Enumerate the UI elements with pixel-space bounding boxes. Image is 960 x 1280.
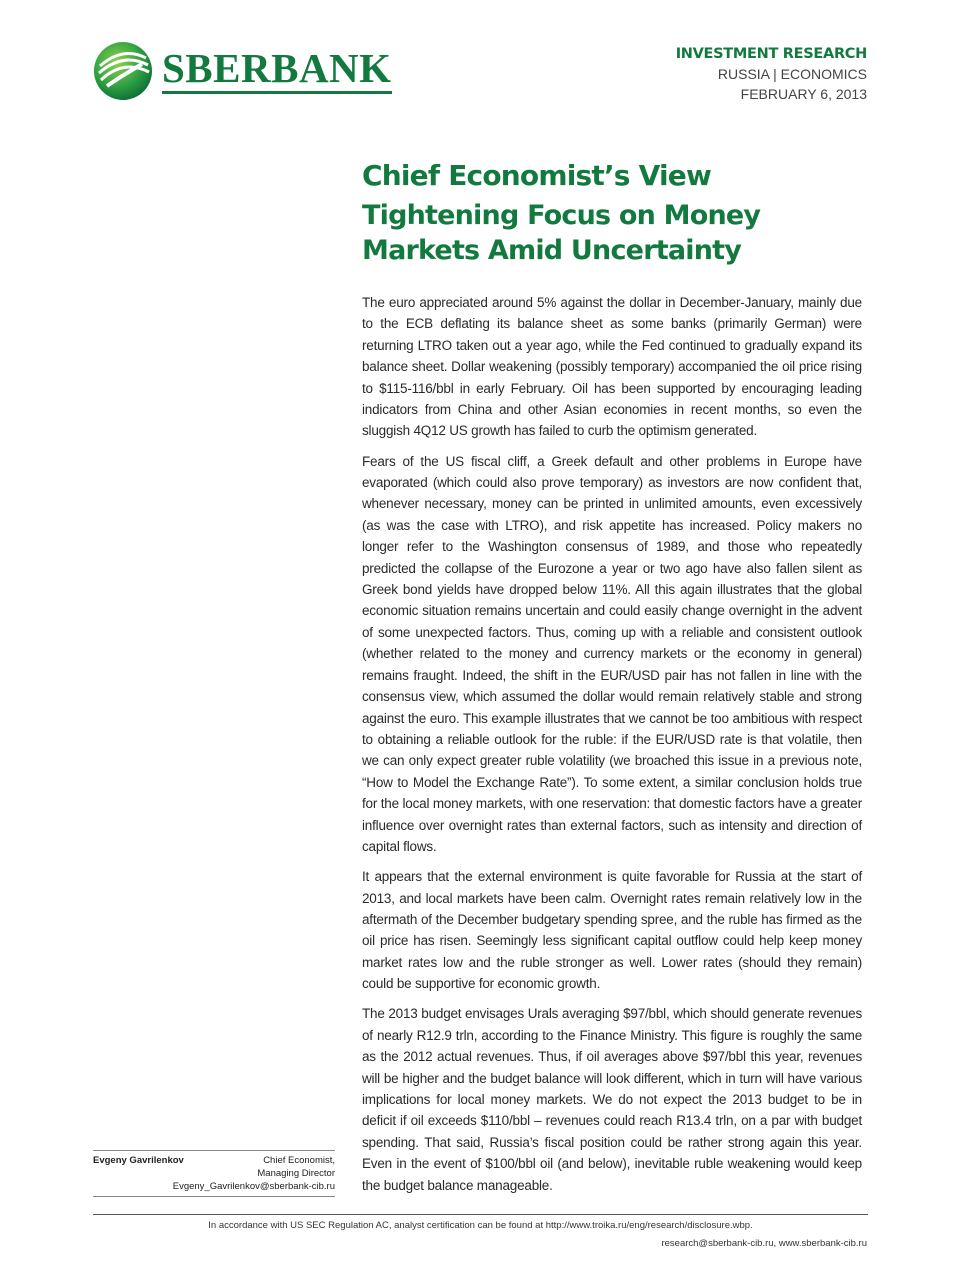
paragraph: The 2013 budget envisages Urals averaging $97/bbl, which should generate revenues of nearly R12.9 trln, according to the Finance Ministry. This figure is roughly the same as the 2012 actual revenues. Thus, if oil averages above $97/bbl this year, revenues will be higher and the budget balance will look different, which in turn will have various implications for local money markets. We do not expect the 2013 budget to be in deficit if oil exceeds $110/bbl – revenues could reach R13.4 trln, on a par with budget spending. That said, Russia’s fiscal position could be rather strong again this year. Even in the event of $100/bbl oil (and below), inevitable ruble weakening would keep the budget balance manageable. (362, 1006, 862, 1193)
brand-logo (92, 40, 392, 102)
footer-divider (93, 1214, 868, 1215)
footer-contact[interactable]: research@sberbank-cib.ru, www.sberbank-cib.ru (661, 1238, 867, 1249)
sberbank-logo-icon (92, 40, 154, 102)
page-title: Chief Economist’s View (362, 159, 712, 192)
paragraph: Fears of the US fiscal cliff, a Greek default and other problems in Europe have evaporated (which could also prove temporary) as investors are now confident that, whenever necessary, money can be printed in unlimited amounts, even excessively (as was the case with LTRO), and risk appetite has increased. Policy makers no longer refer to the Washington consensus of 1989, and those who repeatedly predicted the collapse of the Eurozone a year or two ago have also fallen silent as Greek bond yields have dropped below 11%. All this again illustrates that the global economic situation remains uncertain and could easily change overnight in the advent of some unexpected factors. Thus, coming up with a reliable and consistent outlook (whether related to the money and currency markets or the economy in general) remains fraught. Indeed, the shift in the EUR/USD pair has not fallen in line with the consensus view, which assumed the dollar would remain relatively stable and strong against the euro. This example illustrates that we cannot be too ambitious with respect to obtaining a reliable outlook for the ruble: if the EUR/USD rate is that volatile, then we can only expect greater ruble volatility (we broached this issue in a previous note, “How to Model the Exchange Rate”). To some extent, a similar conclusion holds true for the local money markets, with one reservation: that domestic factors have a greater influence over overnight rates than external factors, such as intensity and direction of capital flows. (362, 453, 862, 854)
report-date: FEBRUARY 6, 2013 (740, 86, 867, 102)
paragraph: It appears that the external environment is quite favorable for Russia at the start of 2013, and local markets have been calm. Overnight rates remain relatively low in the aftermath of the December budgetary spending spree, and the ruble has firmed as the oil price has risen. Seemingly less significant capital outflow could help keep money market rates low and the ruble stronger as well. Lower rates (should they remain) could be supportive for economic growth. (362, 869, 862, 992)
author-box (93, 1150, 335, 1197)
author-role: Chief Economist, (263, 1155, 335, 1166)
title-block (362, 158, 872, 268)
footer-disclaimer: In accordance with US SEC Regulation AC, analyst certification can be found at http://www.troika.ru/eng/research/disclosure.wbp. (208, 1220, 753, 1231)
author-name: Evgeny Gavrilenkov (93, 1155, 184, 1166)
report-header (676, 44, 867, 104)
paragraph: The euro appreciated around 5% against the dollar in December-January, mainly due to the ECB deflating its balance sheet as some banks (primarily German) were returning LTRO taken out a year ago, while the Fed continued to gradually expand its balance sheet. Dollar weakening (possibly temporary) accompanied the oil price rising to $115-116/bbl in early February. Oil has been supported by encouraging leading indicators from China and other Asian economies in recent months, so even the sluggish 4Q12 US growth has failed to curb the optimism generated. (362, 295, 862, 439)
page-subtitle: Tightening Focus on Money Markets Amid Uncertainty (362, 200, 761, 266)
author-title: Managing Director (257, 1168, 335, 1179)
article-body (362, 292, 862, 1205)
brand-name: SBERBANK (162, 48, 392, 94)
author-email[interactable]: Evgeny_Gavrilenkov@sberbank-cib.ru (172, 1181, 335, 1192)
category-label: RUSSIA | ECONOMICS (717, 66, 867, 82)
section-label: INVESTMENT RESEARCH (675, 46, 867, 62)
